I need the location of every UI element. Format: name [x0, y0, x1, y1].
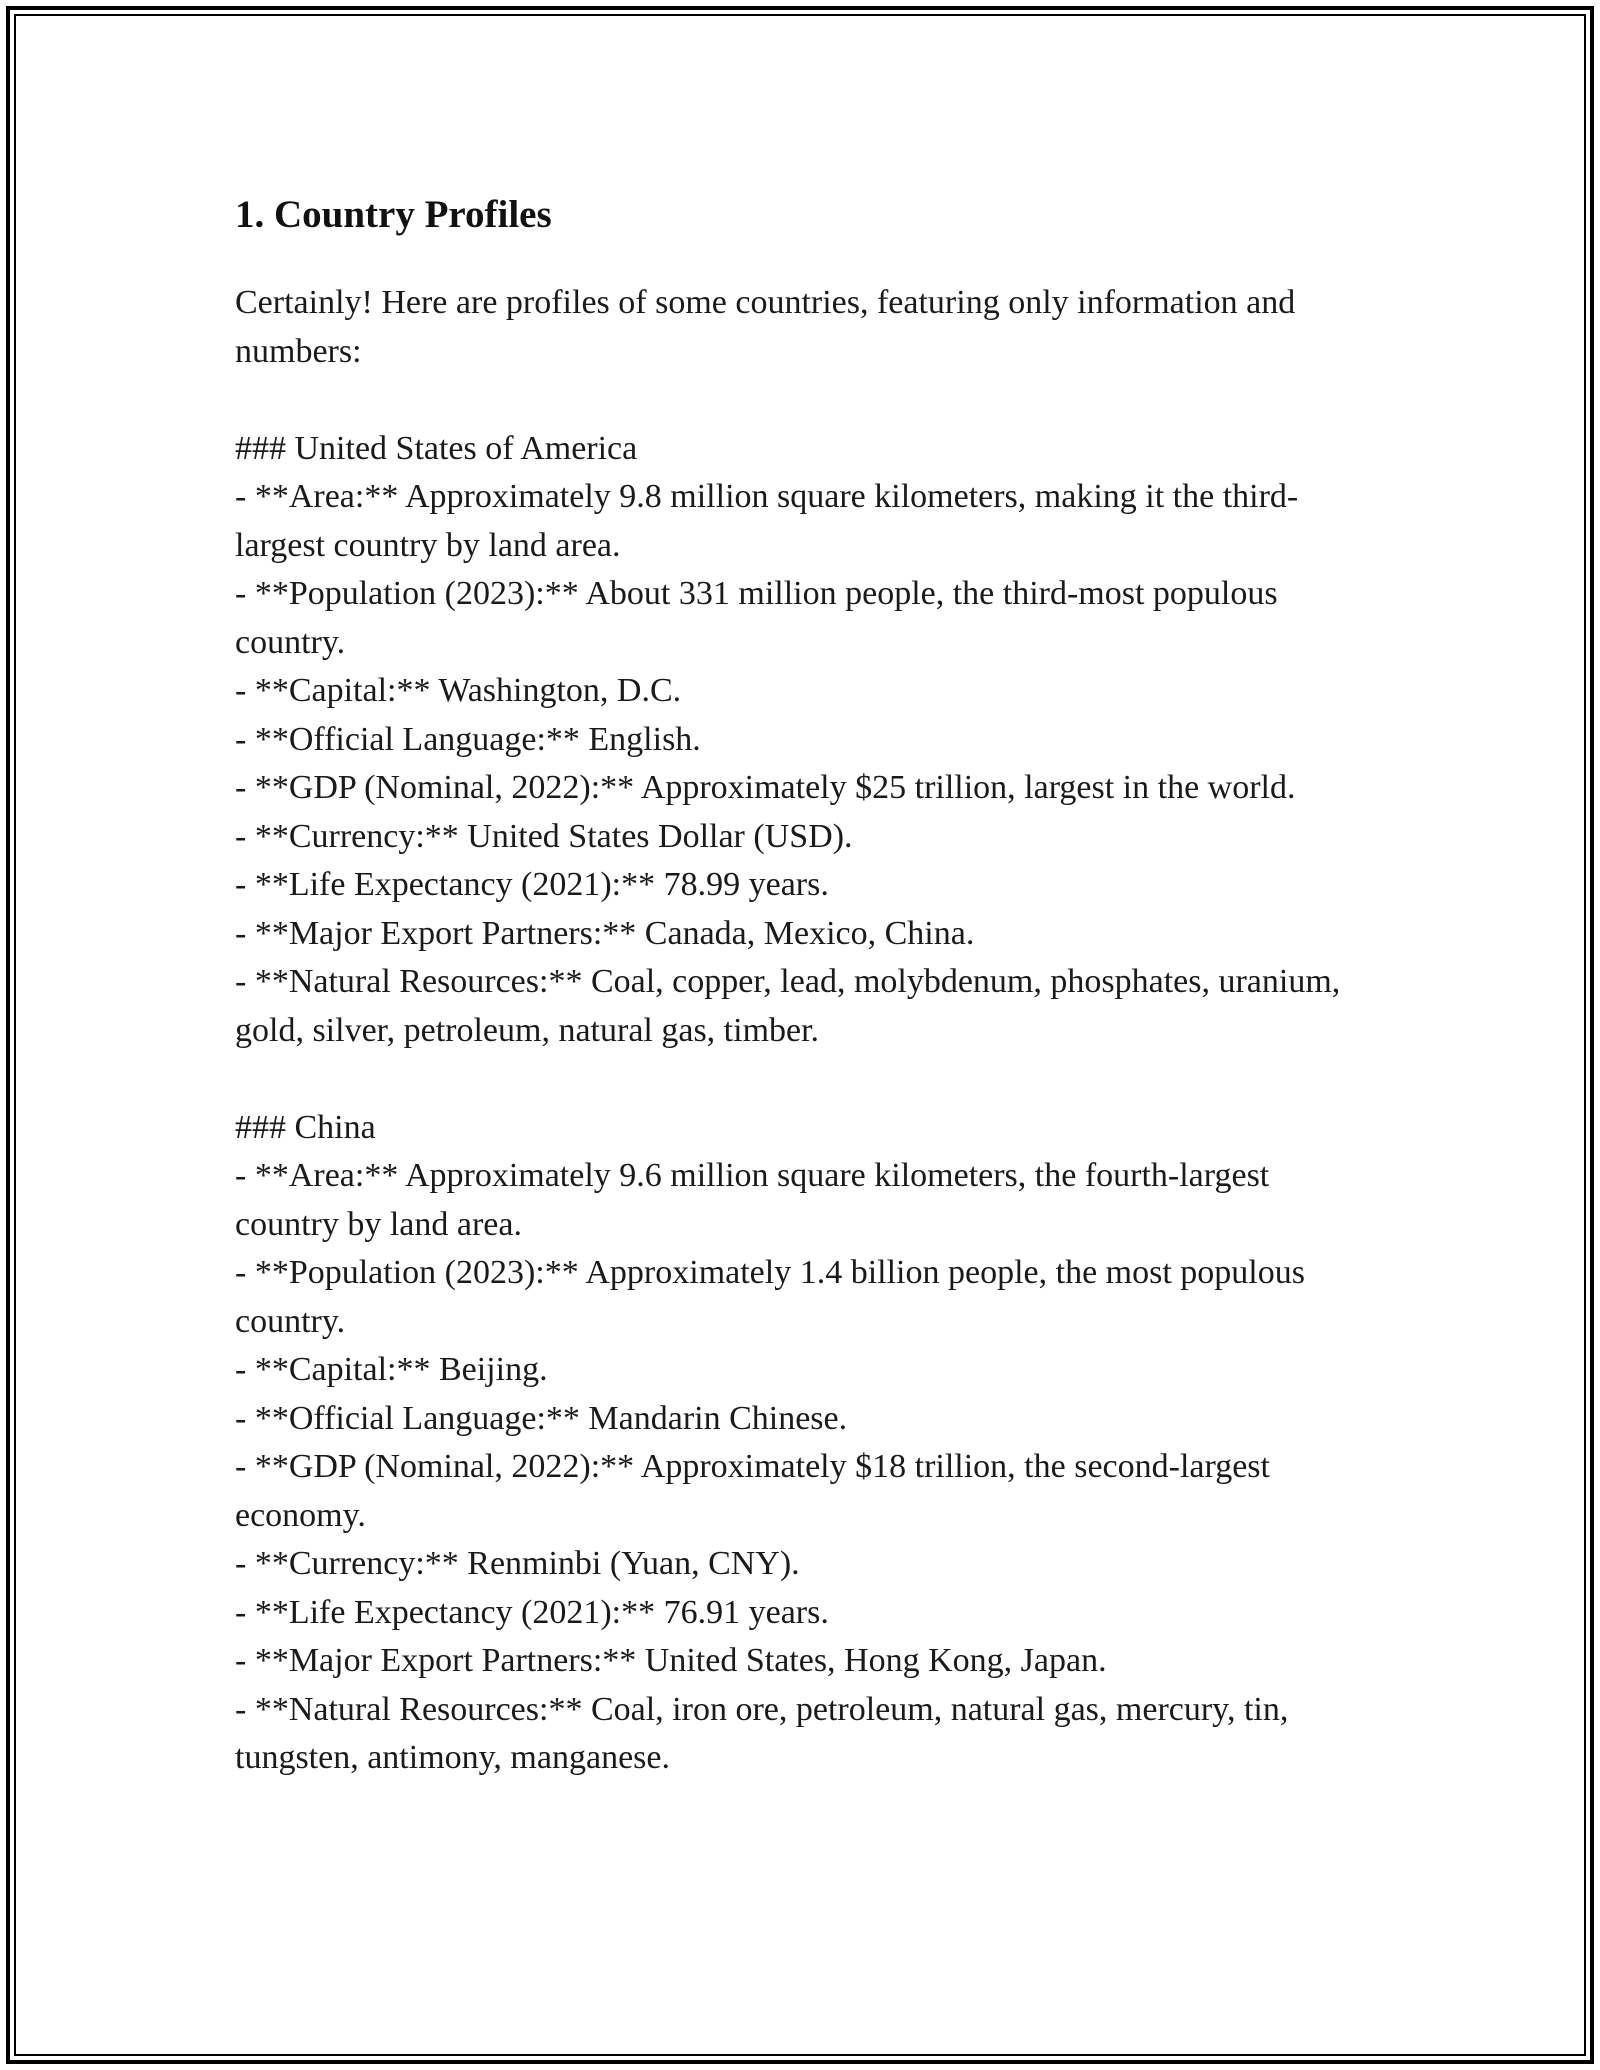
list-item: - **Area:** Approximately 9.8 million square kilometers, making it the third-largest country by land area.: [235, 478, 1299, 564]
list-item: - **Official Language:** English.: [235, 720, 701, 758]
list-item: - **GDP (Nominal, 2022):** Approximately $18 trillion, the second-largest economy.: [235, 1448, 1270, 1534]
list-item: - **Life Expectancy (2021):** 76.91 years.: [235, 1593, 829, 1631]
list-item: - **Natural Resources:** Coal, iron ore, petroleum, natural gas, mercury, tin, tungsten, antimony, manganese.: [235, 1690, 1289, 1776]
intro-paragraph: Certainly! Here are profiles of some countries, featuring only information and numbers:: [235, 284, 1296, 370]
list-item: - **Population (2023):** Approximately 1.4 billion people, the most populous country.: [235, 1254, 1305, 1340]
section-china: [235, 1104, 1375, 1783]
list-item: - **Major Export Partners:** Canada, Mexico, China.: [235, 914, 975, 952]
list-item: - **Major Export Partners:** United States, Hong Kong, Japan.: [235, 1642, 1107, 1679]
list-item: - **Population (2023):** About 331 million people, the third-most populous country.: [235, 575, 1278, 661]
section-heading: ### China: [235, 1108, 376, 1146]
list-item: - **Currency:** Renminbi (Yuan, CNY).: [235, 1545, 800, 1582]
list-item: - **Natural Resources:** Coal, copper, lead, molybdenum, phosphates, uranium, gold, silver, petroleum, natural gas, timber.: [235, 963, 1341, 1049]
spacer: [235, 376, 1375, 425]
list-item: - **Capital:** Beijing.: [235, 1351, 548, 1388]
list-item: - **Currency:** United States Dollar (USD).: [235, 817, 853, 855]
list-item: - **GDP (Nominal, 2022):** Approximately $25 trillion, largest in the world.: [235, 769, 1296, 806]
page-title: 1. Country Profiles: [235, 193, 552, 236]
spacer: [235, 1055, 1375, 1104]
section-heading: ### United States of America: [235, 429, 638, 467]
section-usa: [235, 425, 1375, 1056]
list-item: - **Capital:** Washington, D.C.: [235, 672, 682, 709]
list-item: - **Official Language:** Mandarin Chinese.: [235, 1399, 848, 1437]
document-body: [235, 182, 1375, 1783]
list-item: - **Area:** Approximately 9.6 million square kilometers, the fourth-largest country by land area.: [235, 1157, 1270, 1243]
list-item: - **Life Expectancy (2021):** 78.99 years.: [235, 866, 829, 903]
